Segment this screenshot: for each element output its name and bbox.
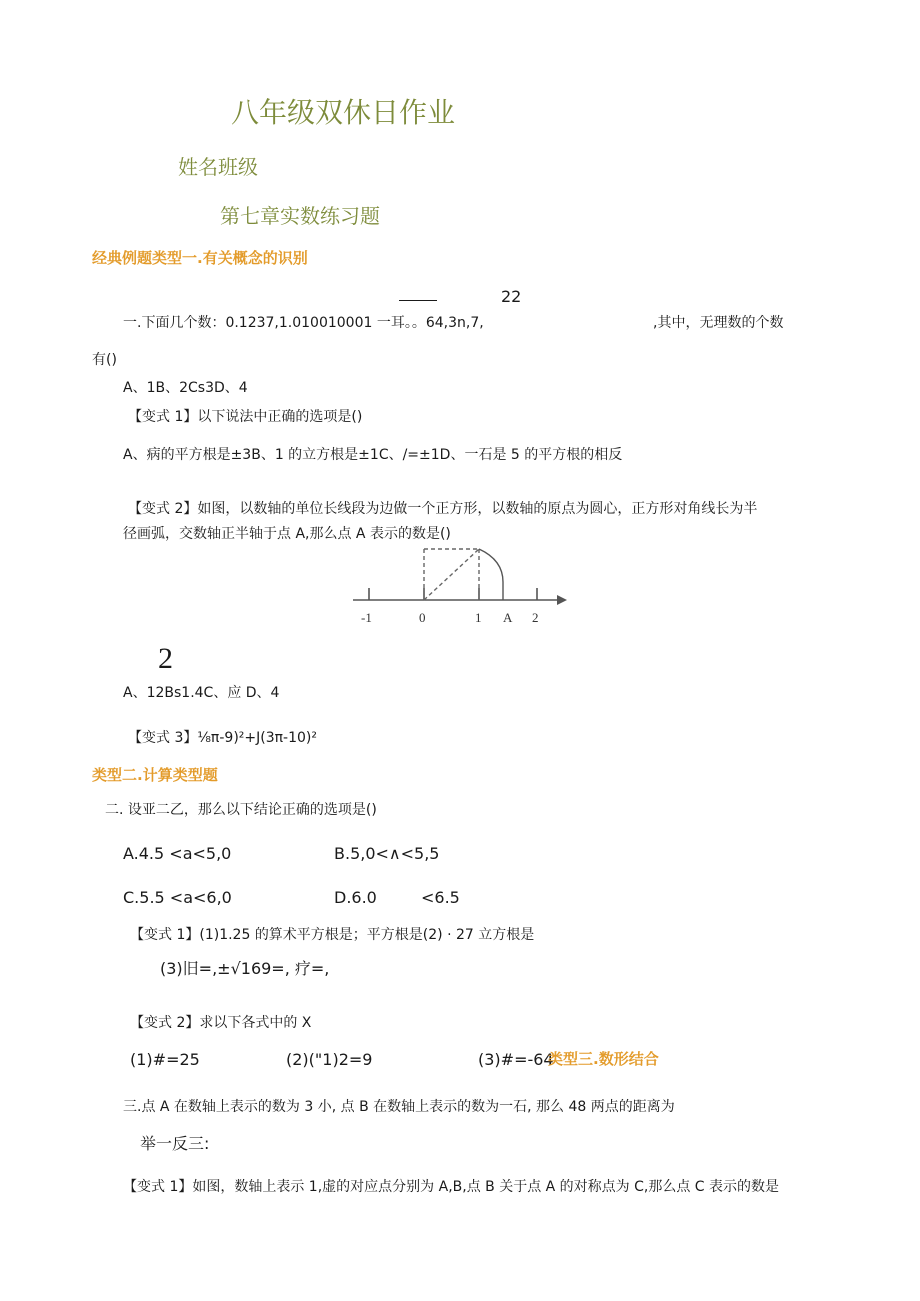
question-1-options: A、1B、2Cs3D、4 — [123, 380, 248, 396]
section-heading-3: 类型三.数形结合 — [548, 1050, 659, 1068]
label-two: 2 — [532, 610, 539, 625]
variant-label: 【变式 2】 — [130, 1015, 200, 1031]
name-class-line: 姓名班级 — [178, 155, 258, 179]
option-a: A.4.5 <a<5,0 — [123, 844, 232, 863]
apply-heading: 举一反三: — [140, 1134, 210, 1153]
chapter-title: 第七章实数练习题 — [220, 204, 380, 228]
variant-6 — [123, 1178, 779, 1196]
option-c: C.5.5 <a<6,0 — [123, 888, 232, 907]
equation-1: (1)#=25 — [130, 1050, 200, 1069]
label-zero: 0 — [419, 610, 426, 625]
question-2: 二. 设亚二乙，那么以下结论正确的选项是() — [105, 802, 377, 818]
variant-2-continued: 径画弧，交数轴正半轴于点 A,那么点 A 表示的数是() — [123, 526, 451, 542]
number-line-figure — [345, 540, 575, 632]
unit-square — [424, 549, 479, 600]
label-neg-one: -1 — [361, 610, 372, 625]
variant-4-continued: (3)旧=,±√169=, 疗=, — [160, 959, 330, 978]
section-heading-2: 类型二.计算类型题 — [92, 766, 218, 784]
option-b: B.5,0<∧<5,5 — [334, 844, 440, 863]
axis-arrow — [557, 595, 567, 605]
variant-text: 如图，以数轴的单位长线段为边做一个正方形，以数轴的原点为圆心，正方形对角线长为半 — [197, 501, 758, 517]
equation-2: (2)("1)2=9 — [286, 1050, 373, 1069]
variant-4 — [130, 926, 534, 944]
variant-label: 【变式 1】 — [130, 927, 200, 943]
question-1-continued: 有() — [92, 352, 117, 368]
variant-text: ⅛π-9)²+J(3π-10)² — [197, 730, 317, 746]
equation-3: (3)#=-64 — [478, 1050, 554, 1069]
variant-text: 求以下各式中的 X — [199, 1015, 312, 1031]
section-heading-1: 经典例题类型一.有关概念的识别 — [92, 249, 308, 267]
large-number: 2 — [158, 642, 173, 675]
variant-label: 【变式 3】 — [128, 730, 198, 746]
label-a: A — [503, 610, 513, 625]
variant-text: 以下说法中正确的选项是() — [197, 409, 363, 425]
variant-label: 【变式 1】 — [123, 1179, 193, 1195]
arc — [479, 549, 503, 600]
variant-text: (1)1.25 的算术平方根是；平方根是(2) · 27 立方根是 — [199, 927, 535, 943]
variant-1 — [128, 408, 362, 426]
question-1: 一.下面几个数：0.1237,1.010010001 一耳。。64,3n,7, — [123, 315, 484, 331]
variant-text: 如图，数轴上表示 1,虚的对应点分别为 A,B,点 B 关于点 A 的对称点为 C,那么点 C 表示的数是 — [192, 1179, 780, 1195]
tick-marks — [369, 588, 537, 600]
variant-2 — [128, 500, 757, 518]
question-1-tail: ,其中，无理数的个数 — [653, 315, 784, 331]
question-3: 三.点 A 在数轴上表示的数为 3 小, 点 B 在数轴上表示的数为一石, 那么 48 两点的距离为 — [123, 1099, 675, 1115]
label-one: 1 — [475, 610, 482, 625]
variant-1-options: A、病的平方根是±3B、1 的立方根是±1C、/=±1D、一石是 5 的平方根的相反 — [123, 447, 623, 463]
document-title: 八年级双休日作业 — [231, 96, 456, 129]
option-d: D.6.0 — [334, 888, 377, 907]
variant-label: 【变式 2】 — [128, 501, 198, 517]
fraction-superscript: 22 — [501, 287, 522, 306]
option-d-bound: <6.5 — [421, 888, 460, 907]
variant-5 — [130, 1014, 311, 1032]
variant-2-options: A、12Bs1.4C、应 D、4 — [123, 685, 280, 701]
answer-blank-rule — [399, 300, 437, 301]
variant-3 — [128, 729, 317, 747]
variant-label: 【变式 1】 — [128, 409, 198, 425]
